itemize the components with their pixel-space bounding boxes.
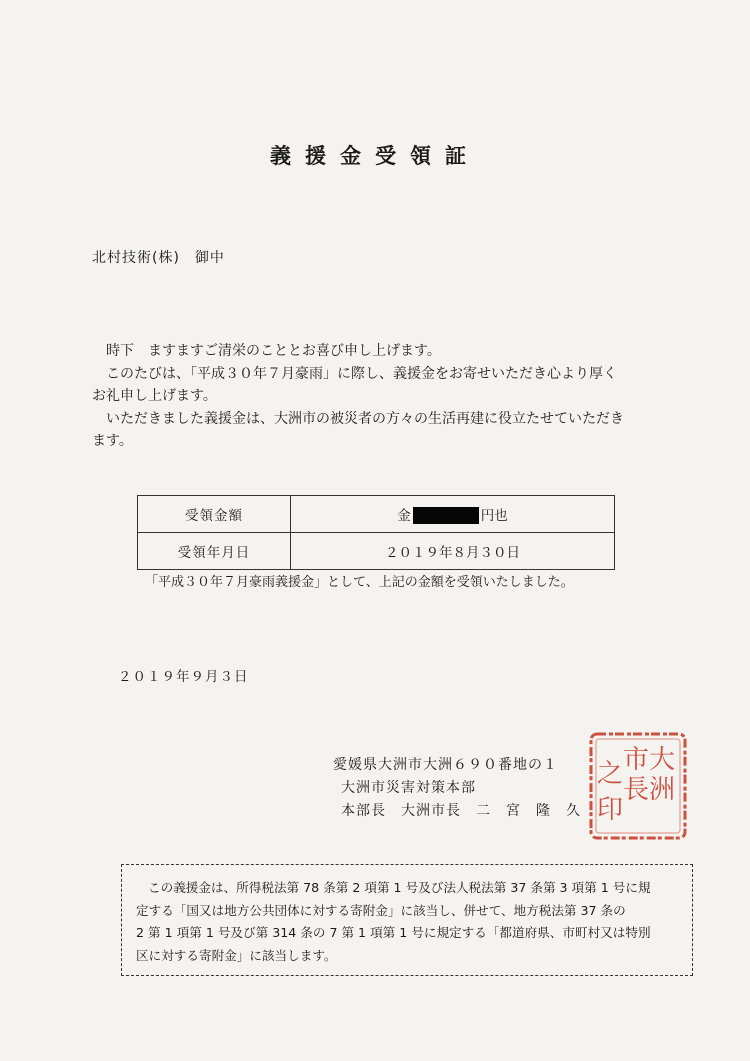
thanks-line-cont: お礼申し上げます。 bbox=[92, 388, 217, 404]
tax-line: 2 第 1 項第 1 号及び第 314 条の 7 第 1 項第 1 号に規定する「都道府県、市町村又は特別 bbox=[136, 925, 651, 940]
table-row bbox=[138, 496, 615, 533]
seal-char: 市 bbox=[622, 745, 650, 775]
date-value: ２０１９年８月３０日 bbox=[291, 533, 615, 570]
table-row bbox=[138, 533, 615, 570]
tax-notice-text bbox=[136, 877, 682, 967]
seal-char: 之 bbox=[596, 759, 624, 789]
tax-line: 定する「国又は地方公共団体に対する寄附金」に該当し、併せて、地方税法第 37 条の bbox=[136, 902, 626, 918]
seal-char: 印 bbox=[596, 795, 624, 825]
thanks-line: このたびは、「平成３０年７月豪雨」に際し、義援金をお寄せいただき心より厚く bbox=[106, 365, 617, 382]
official-seal bbox=[586, 730, 690, 842]
issuer-address: 愛媛県大洲市大洲６９０番地の１ bbox=[333, 757, 558, 773]
issuer-head: 本部長 大洲市長 二 宮 隆 久 bbox=[341, 803, 581, 819]
tax-line: この義援金は、所得税法第 78 条第 2 項第 1 号及び法人税法第 37 条第 3 項第 1 号に規 bbox=[148, 880, 651, 895]
usage-line: いただきました義援金は、大洲市の被災者の方々の生活再建に役立たせていただき bbox=[106, 410, 624, 427]
page-title: 義援金受領証 bbox=[270, 144, 480, 168]
amount-prefix: 金 bbox=[397, 507, 411, 524]
seal-char: 洲 bbox=[648, 775, 676, 805]
tax-line: 区に対する寄附金」に該当します。 bbox=[136, 947, 337, 963]
amount-label: 受領金額 bbox=[138, 496, 291, 533]
amount-value bbox=[291, 496, 615, 533]
greeting-line: 時下 ますますご清栄のこととお喜び申し上げます。 bbox=[106, 343, 441, 359]
redaction-bar bbox=[413, 507, 479, 524]
seal-char: 大 bbox=[648, 745, 676, 775]
seal-char: 長 bbox=[622, 775, 650, 805]
issuer-office: 大洲市災害対策本部 bbox=[341, 780, 476, 796]
receipt-note: 「平成３０年７月豪雨義援金」として、上記の金額を受領いたしました。 bbox=[145, 575, 574, 590]
seal-stamp-icon bbox=[586, 730, 690, 842]
addressee: 北村技術(株) 御中 bbox=[92, 250, 225, 266]
receipt-table bbox=[137, 495, 615, 570]
date-label: 受領年月日 bbox=[138, 533, 291, 570]
body-text bbox=[92, 340, 672, 453]
tax-notice-box bbox=[121, 864, 693, 976]
issuer-block bbox=[333, 754, 581, 823]
amount-suffix: 円也 bbox=[480, 507, 508, 524]
usage-line-cont: ます。 bbox=[92, 433, 133, 449]
issue-date: ２０１９年９月３日 bbox=[118, 669, 249, 685]
